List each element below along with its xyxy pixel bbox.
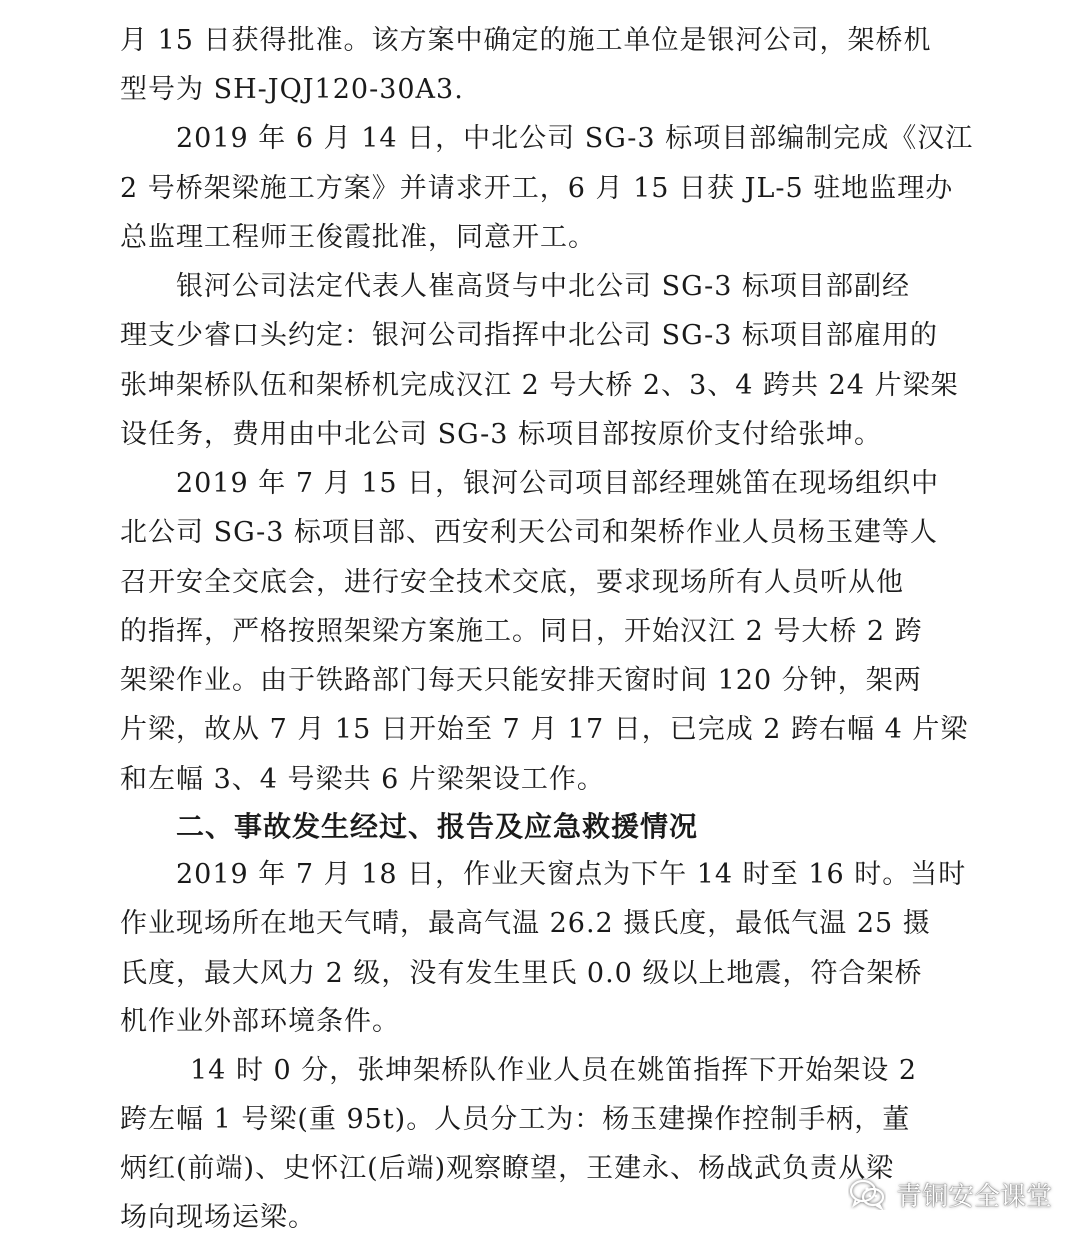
wechat-icon bbox=[848, 1178, 886, 1210]
watermark-text: 青铜安全课堂 bbox=[895, 1181, 1052, 1212]
paragraph-4-line-6: 片梁，故从 7 月 15 日开始至 7 月 17 日，已完成 2 跨右幅 4 片梁 bbox=[120, 714, 969, 745]
paragraph-4-line-3: 召开安全交底会，进行安全技术交底，要求现场所有人员听从他 bbox=[120, 567, 904, 598]
paragraph-6-line-4: 场向现场运梁。 bbox=[120, 1202, 316, 1233]
section-heading: 二、事故发生经过、报告及应急救援情况 bbox=[176, 810, 699, 843]
paragraph-1-line-2: 型号为 SH-JQJ120-30A3. bbox=[120, 74, 464, 105]
paragraph-3-line-2: 理支少睿口头约定：银河公司指挥中北公司 SG-3 标项目部雇用的 bbox=[120, 320, 939, 351]
paragraph-5-line-4: 机作业外部环境条件。 bbox=[120, 1006, 400, 1037]
paragraph-6-line-3: 炳红(前端)、史怀江(后端)观察瞭望，王建永、杨战武负责从梁 bbox=[120, 1153, 895, 1184]
paragraph-2-line-1: 2019 年 6 月 14 日，中北公司 SG-3 标项目部编制完成《汉江 bbox=[176, 123, 974, 154]
watermark bbox=[848, 1174, 1052, 1214]
paragraph-1-line-1: 月 15 日获得批准。该方案中确定的施工单位是银河公司，架桥机 bbox=[120, 25, 932, 56]
paragraph-3-line-3: 张坤架桥队伍和架桥机完成汉江 2 号大桥 2、3、4 跨共 24 片梁架 bbox=[120, 370, 959, 401]
paragraph-5-line-2: 作业现场所在地天气晴，最高气温 26.2 摄氏度，最低气温 25 摄 bbox=[120, 908, 931, 939]
paragraph-4-line-2: 北公司 SG-3 标项目部、西安利天公司和架桥作业人员杨玉建等人 bbox=[120, 517, 939, 548]
paragraph-4-line-1: 2019 年 7 月 15 日，银河公司项目部经理姚笛在现场组织中 bbox=[176, 468, 940, 499]
paragraph-6-line-1: 14 时 0 分，张坤架桥队作业人员在姚笛指挥下开始架设 2 bbox=[190, 1055, 918, 1086]
paragraph-2-line-3: 总监理工程师王俊霞批准，同意开工。 bbox=[120, 222, 596, 253]
paragraph-3-line-4: 设任务，费用由中北公司 SG-3 标项目部按原价支付给张坤。 bbox=[120, 419, 883, 450]
paragraph-4-line-5: 架梁作业。由于铁路部门每天只能安排天窗时间 120 分钟，架两 bbox=[120, 665, 922, 696]
paragraph-5-line-1: 2019 年 7 月 18 日，作业天窗点为下午 14 时至 16 时。当时 bbox=[176, 859, 967, 890]
paragraph-6-line-2: 跨左幅 1 号梁(重 95t)。人员分工为：杨玉建操作控制手柄，董 bbox=[120, 1104, 911, 1135]
paragraph-2-line-2: 2 号桥架梁施工方案》并请求开工，6 月 15 日获 JL-5 驻地监理办 bbox=[120, 173, 954, 204]
paragraph-4-line-4: 的指挥，严格按照架梁方案施工。同日，开始汉江 2 号大桥 2 跨 bbox=[120, 616, 923, 647]
paragraph-4-line-7: 和左幅 3、4 号梁共 6 片梁架设工作。 bbox=[120, 764, 605, 795]
paragraph-3-line-1: 银河公司法定代表人崔高贤与中北公司 SG-3 标项目部副经 bbox=[176, 271, 911, 302]
paragraph-5-line-3: 氏度，最大风力 2 级，没有发生里氏 0.0 级以上地震，符合架桥 bbox=[120, 958, 923, 989]
